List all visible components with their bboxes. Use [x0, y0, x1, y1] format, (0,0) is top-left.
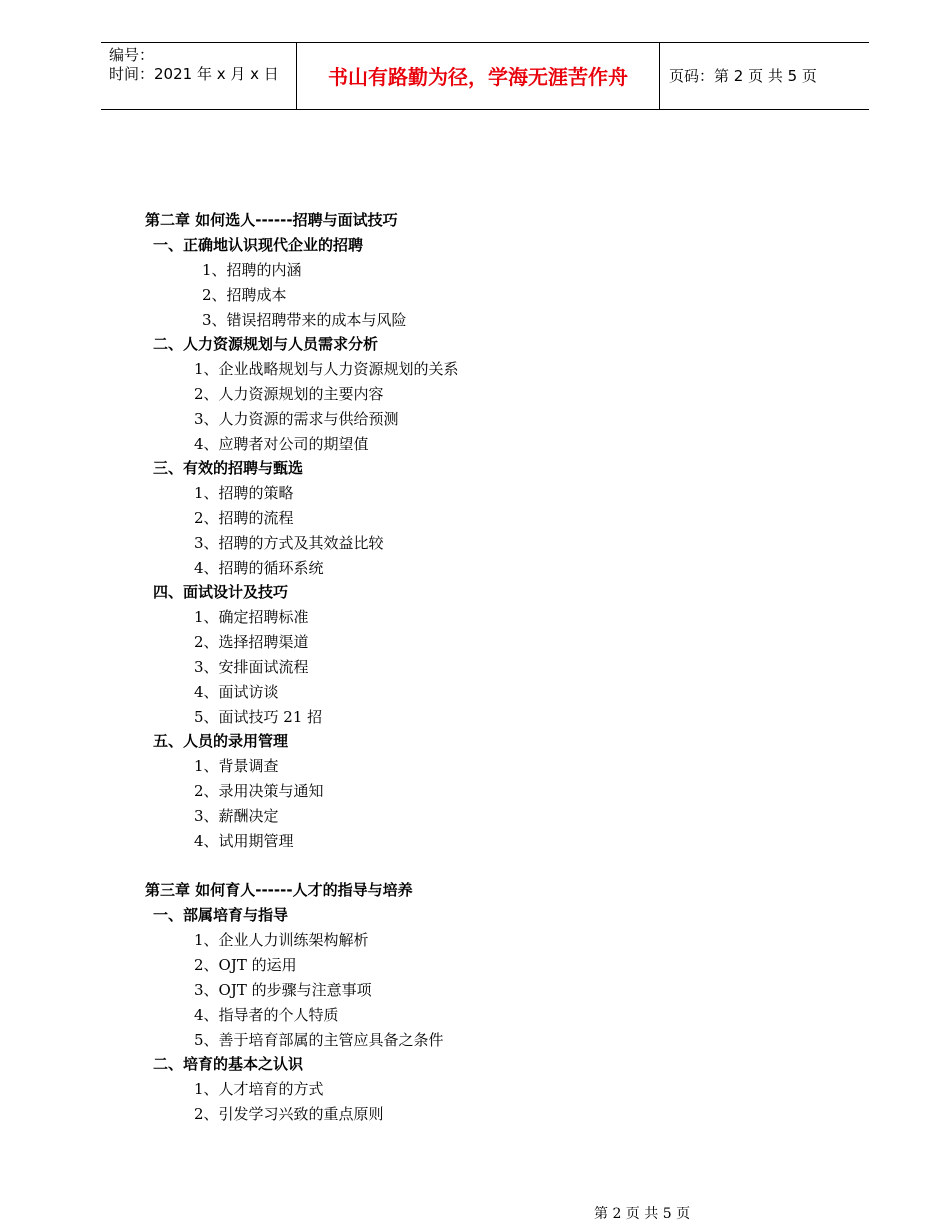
chapter-3-title: 第三章 如何育人------人才的指导与培养	[145, 881, 413, 899]
list-item: 1、确定招聘标准	[194, 608, 309, 626]
header-motto: 书山有路勤为径，学海无涯苦作舟	[328, 65, 628, 89]
page-footer: 第 2 页 共 5 页	[594, 1206, 691, 1222]
list-item: 4、应聘者对公司的期望值	[194, 435, 369, 453]
list-item: 2、招聘的流程	[194, 509, 294, 527]
list-item: 2、录用决策与通知	[194, 782, 324, 800]
list-item: 1、企业战略规划与人力资源规划的关系	[194, 360, 459, 378]
chapter-2-section-3: 三、有效的招聘与甄选	[153, 459, 304, 477]
chapter-2-section-2: 二、人力资源规划与人员需求分析	[153, 335, 379, 353]
list-item: 4、招聘的循环系统	[194, 559, 324, 577]
list-item: 5、面试技巧 21 招	[194, 708, 323, 726]
list-item: 2、招聘成本	[202, 286, 287, 304]
list-item: 3、招聘的方式及其效益比较	[194, 534, 384, 552]
list-item: 1、招聘的内涵	[202, 261, 302, 279]
header-table	[101, 42, 869, 110]
list-item: 3、人力资源的需求与供给预测	[194, 410, 399, 428]
list-item: 1、企业人力训练架构解析	[194, 931, 369, 949]
chapter-2-section-4: 四、面试设计及技巧	[153, 583, 289, 601]
document-time: 时间：2021 年 x 月 x 日	[109, 65, 279, 83]
list-item: 3、薪酬决定	[194, 807, 279, 825]
list-item: 1、背景调查	[194, 757, 279, 775]
chapter-2-title: 第二章 如何选人------招聘与面试技巧	[145, 211, 398, 229]
header-page-number: 页码：第 2 页 共 5 页	[669, 67, 817, 85]
header-right-cell	[660, 43, 869, 109]
document-number-label: 编号：	[109, 46, 155, 64]
list-item: 3、OJT 的步骤与注意事项	[194, 981, 372, 999]
chapter-3-section-1: 一、部属培育与指导	[153, 906, 289, 924]
list-item: 1、招聘的策略	[194, 484, 294, 502]
list-item: 2、OJT 的运用	[194, 956, 297, 974]
list-item: 4、面试访谈	[194, 683, 279, 701]
chapter-2-section-1: 一、正确地认识现代企业的招聘	[153, 236, 364, 254]
list-item: 3、错误招聘带来的成本与风险	[202, 311, 407, 329]
list-item: 2、人力资源规划的主要内容	[194, 385, 384, 403]
list-item: 4、指导者的个人特质	[194, 1006, 339, 1024]
chapter-2-section-5: 五、人员的录用管理	[153, 732, 289, 750]
list-item: 2、引发学习兴致的重点原则	[194, 1105, 384, 1123]
list-item: 1、人才培育的方式	[194, 1080, 324, 1098]
list-item: 5、善于培育部属的主管应具备之条件	[194, 1031, 444, 1049]
header-left-cell	[101, 43, 297, 109]
header-middle-cell	[297, 43, 660, 109]
list-item: 2、选择招聘渠道	[194, 633, 309, 651]
chapter-3-section-2: 二、培育的基本之认识	[153, 1055, 304, 1073]
list-item: 3、安排面试流程	[194, 658, 309, 676]
list-item: 4、试用期管理	[194, 832, 294, 850]
